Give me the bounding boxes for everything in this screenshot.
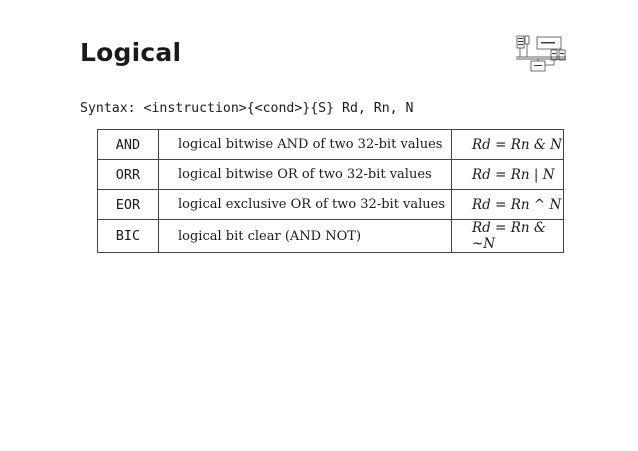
table-row: [98, 130, 564, 160]
processor-diagram-icon: [515, 33, 567, 73]
table-row: [98, 160, 564, 190]
slide-title: Logical: [80, 38, 182, 67]
formula-cell: Rd = Rn & N: [452, 130, 564, 160]
table-row: [98, 220, 564, 253]
mnemonic-cell: ORR: [98, 160, 159, 190]
formula-cell: Rd = Rn ^ N: [452, 190, 564, 220]
mnemonic-cell: BIC: [98, 220, 159, 253]
table-row: [98, 190, 564, 220]
formula-cell: Rd = Rn & ~N: [452, 220, 564, 253]
logical-instructions-table: [97, 129, 564, 253]
description-cell: logical bit clear (AND NOT): [159, 220, 452, 253]
mnemonic-cell: AND: [98, 130, 159, 160]
formula-cell: Rd = Rn | N: [452, 160, 564, 190]
description-cell: logical exclusive OR of two 32-bit values: [159, 190, 452, 220]
syntax-line: Syntax: <instruction>{<cond>}{S} Rd, Rn, N: [80, 101, 414, 116]
description-cell: logical bitwise AND of two 32-bit values: [159, 130, 452, 160]
description-cell: logical bitwise OR of two 32-bit values: [159, 160, 452, 190]
mnemonic-cell: EOR: [98, 190, 159, 220]
